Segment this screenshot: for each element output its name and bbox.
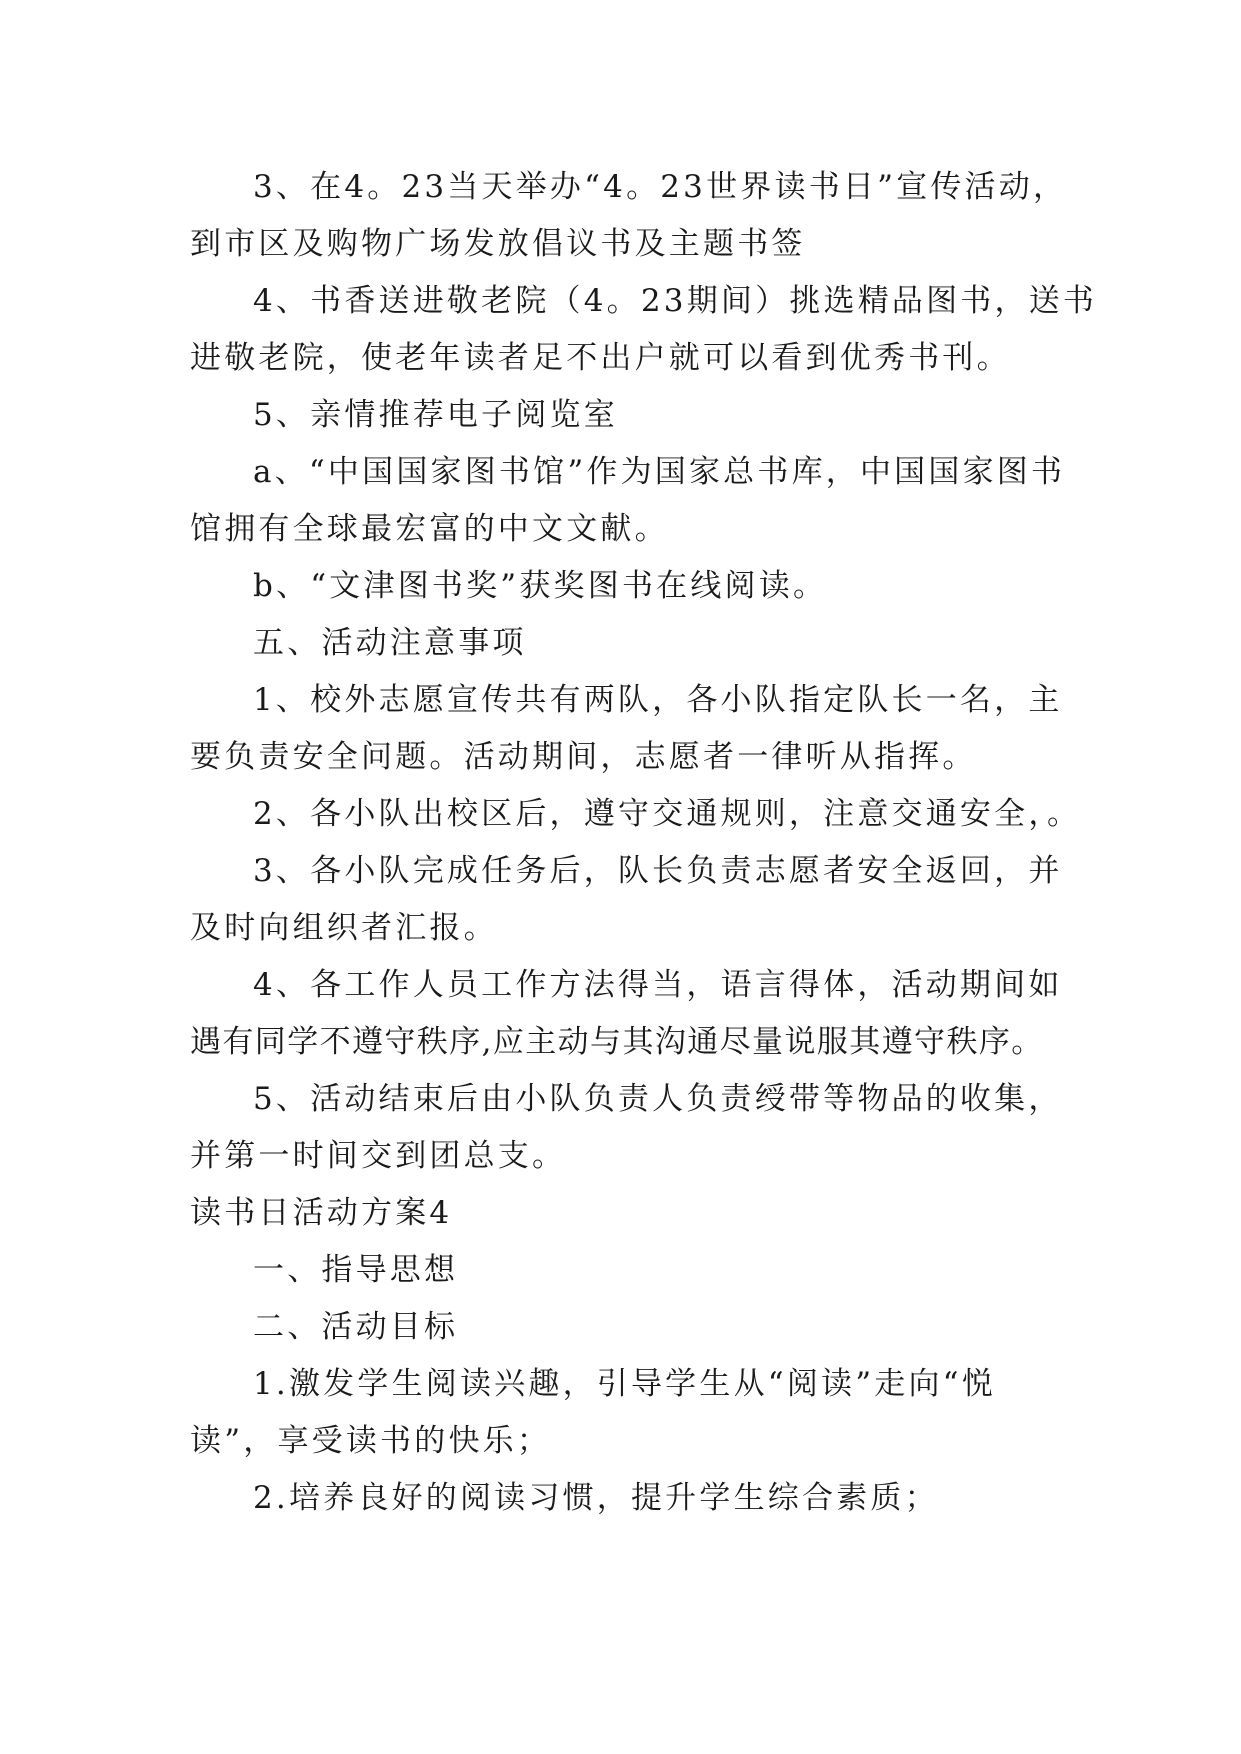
section-heading: 五、活动注意事项 xyxy=(253,625,527,661)
text-line: 2、各小队出校区后，遵守交通规则，注意交通安全，。 xyxy=(253,796,1082,832)
text-line: 到市区及购物广场发放倡议书及主题书签 xyxy=(190,226,806,262)
text-line: 读”，享受读书的快乐； xyxy=(190,1423,552,1459)
text-line: 1.激发学生阅读兴趣，引导学生从“阅读”走向“悦 xyxy=(253,1366,996,1402)
text-line: 4、各工作人员工作方法得当，语言得体，活动期间如 xyxy=(253,967,1063,1003)
text-line: 要负责安全问题。活动期间，志愿者一律听从指挥。 xyxy=(190,739,977,775)
text-line: 并第一时间交到团总支。 xyxy=(190,1138,567,1174)
text-line: 进敬老院，使老年读者足不出户就可以看到优秀书刊。 xyxy=(190,340,1011,376)
text-line: 3、各小队完成任务后，队长负责志愿者安全返回，并 xyxy=(253,853,1063,889)
section-heading: 一、指导思想 xyxy=(253,1252,459,1288)
text-line: 2.培养良好的阅读习惯，提升学生综合素质； xyxy=(253,1480,939,1516)
text-line: 1、校外志愿宣传共有两队，各小队指定队长一名，主 xyxy=(253,682,1063,718)
text-line: 3、在4。23当天举办“4。23世界读书日”宣传活动， xyxy=(253,169,1068,205)
text-line: 5、活动结束后由小队负责人负责绶带等物品的收集， xyxy=(253,1081,1063,1117)
text-line: b、“文津图书奖”获奖图书在线阅读。 xyxy=(253,568,828,604)
text-line: a、“中国国家图书馆”作为国家总书库，中国国家图书 xyxy=(253,454,1066,490)
document-title: 读书日活动方案4 xyxy=(190,1195,453,1231)
text-line: 及时向组织者汇报。 xyxy=(190,910,498,946)
text-line: 5、亲情推荐电子阅览室 xyxy=(253,397,618,433)
text-line: 馆拥有全球最宏富的中文文献。 xyxy=(190,511,669,547)
text-line: 遇有同学不遵守秩序,应主动与其沟通尽量说服其遵守秩序。 xyxy=(190,1024,1044,1060)
text-line: 4、书香送进敬老院（4。23期间）挑选精品图书，送书 xyxy=(253,283,1098,319)
section-heading: 二、活动目标 xyxy=(253,1309,459,1345)
